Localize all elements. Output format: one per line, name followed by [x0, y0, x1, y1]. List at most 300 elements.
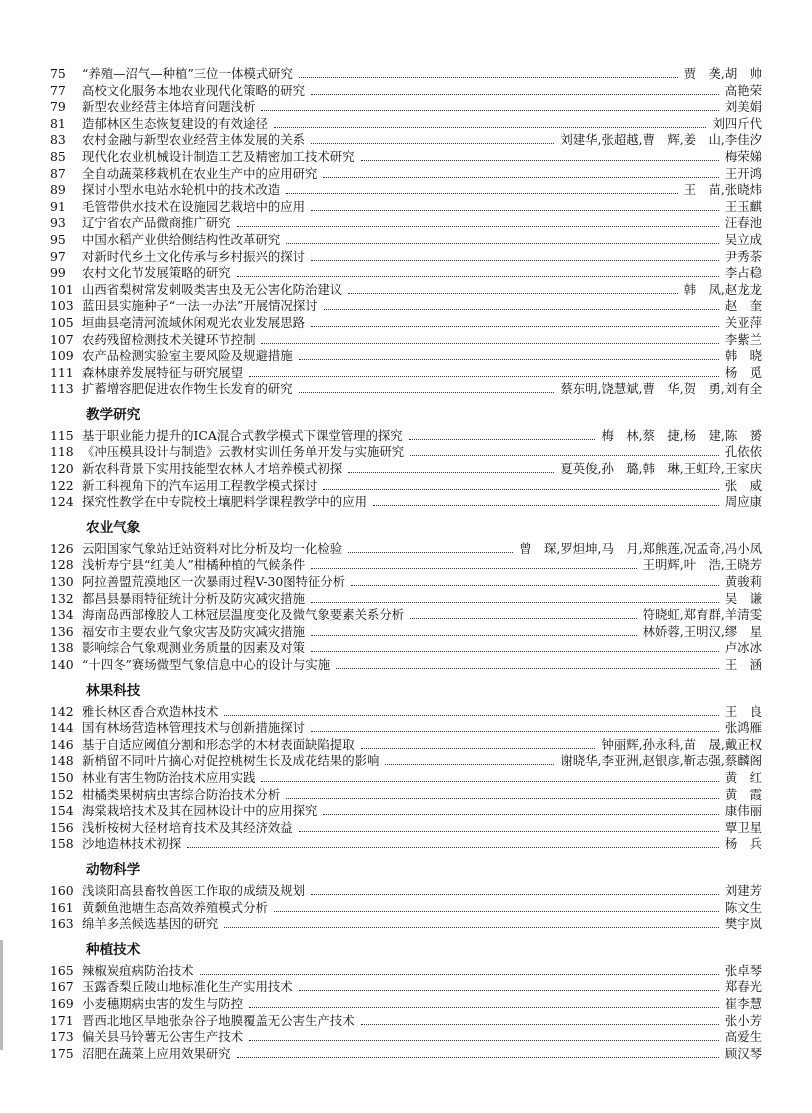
toc-entry: [0, 199, 812, 216]
article-author: 谢晓华,李亚洲,赵银彦,靳志强,蔡麟阁: [560, 753, 762, 769]
article-author: 尹秀荼: [724, 248, 762, 264]
toc-entry: [0, 574, 812, 591]
dot-leader: [311, 894, 719, 895]
page-number: 132: [50, 590, 74, 606]
toc-line: [82, 640, 762, 657]
dot-leader: [351, 585, 719, 586]
page-number: 124: [50, 494, 74, 510]
page-number: 101: [50, 281, 74, 297]
dot-leader: [410, 455, 719, 456]
dot-leader: [299, 77, 678, 78]
page-number: 126: [50, 540, 74, 556]
page-number: 85: [50, 148, 66, 164]
toc-line: [82, 916, 762, 933]
toc-line: [82, 770, 762, 787]
page-number: 113: [50, 381, 74, 397]
toc-line: [82, 996, 762, 1013]
toc-entry: [0, 1029, 812, 1046]
article-title: 探究性教学在中专院校土壤肥料学课程教学中的应用: [82, 494, 367, 510]
toc-entry: [0, 282, 812, 299]
article-title: 雅长林区香合欢造林技术: [82, 703, 219, 719]
toc-line: [82, 624, 762, 641]
dot-leader: [409, 439, 596, 440]
article-author: 王 涵: [724, 657, 762, 672]
article-author: 黄骏莉: [724, 574, 762, 590]
toc-line: [82, 116, 762, 133]
toc-line: [82, 199, 762, 216]
page-number: 158: [50, 836, 74, 852]
section-heading: 农业气象: [86, 519, 141, 536]
dot-leader: [200, 974, 719, 975]
toc-line: [82, 820, 762, 837]
article-author: 樊宇岚: [724, 916, 762, 932]
article-author: 郑春光: [724, 979, 762, 995]
article-title: 新工科视角下的汽车运用工程教学模式探讨: [82, 477, 318, 493]
article-title: 蓝田县实施种子“一法一办法”开展情况探讨: [82, 298, 318, 314]
page-number: 140: [50, 657, 74, 672]
dot-leader: [324, 309, 719, 310]
toc-entry: [0, 836, 812, 853]
article-author: 王玉麒: [724, 198, 762, 214]
toc-entry: [0, 444, 812, 461]
page-number: 134: [50, 607, 74, 623]
page-number: 136: [50, 623, 74, 639]
article-author: 张 威: [724, 477, 762, 493]
page-number: 144: [50, 720, 74, 736]
toc-entry: [0, 494, 812, 511]
article-title: 高校文化服务本地农业现代化策略的研究: [82, 82, 306, 98]
dot-leader: [261, 781, 718, 782]
article-author: 赵 奎: [724, 298, 762, 314]
toc-entry: [0, 365, 812, 382]
page-number: 160: [50, 882, 74, 898]
article-author: 贾 䶮,胡 帅: [683, 66, 762, 81]
article-title: 福安市主要农业气象灾害及防灾减灾措施: [82, 623, 306, 639]
page-number: 109: [50, 348, 74, 364]
page-number: 118: [50, 444, 74, 460]
dot-leader: [311, 568, 636, 569]
page-number: 150: [50, 769, 74, 785]
article-title: 新型农业经营主体培育问题浅析: [82, 99, 256, 115]
dot-leader: [311, 210, 719, 211]
page-number: 115: [50, 427, 74, 443]
dot-leader: [348, 293, 678, 294]
dot-leader: [299, 831, 719, 832]
section-heading: 动物科学: [86, 861, 141, 878]
dot-leader: [323, 177, 718, 178]
toc-entry: [0, 182, 812, 199]
page-number: 79: [50, 99, 66, 115]
page-number: 175: [50, 1045, 74, 1061]
toc-line: [82, 381, 762, 398]
toc-line: [82, 149, 762, 166]
toc-entry: [0, 657, 812, 674]
dot-leader: [274, 911, 719, 912]
toc-line: [82, 66, 762, 83]
toc-entry: [0, 132, 812, 149]
article-author: 林娇蓉,王明汉,缪 星: [642, 623, 762, 639]
dot-leader: [261, 110, 718, 111]
article-title: 山西省梨树常发刺吸类害虫及无公害化防治建议: [82, 281, 343, 297]
toc-line: [82, 99, 762, 116]
page-number: 130: [50, 574, 74, 590]
toc-line: [82, 365, 762, 382]
toc-line: [82, 282, 762, 299]
article-title: 沼肥在蔬菜上应用效果研究: [82, 1045, 231, 1061]
toc-line: [82, 444, 762, 461]
page-number: 142: [50, 703, 74, 719]
toc-line: [82, 478, 762, 495]
article-author: 张卓琴: [724, 962, 762, 978]
dot-leader: [311, 143, 554, 144]
article-author: 刘建华,张超越,曹 辉,姜 山,李佳汐: [560, 132, 762, 148]
section-heading: 教学研究: [86, 406, 141, 423]
toc-line: [82, 557, 762, 574]
toc-entry: [0, 720, 812, 737]
page-number: 171: [50, 1012, 74, 1028]
article-author: 曾 琛,罗炟坤,马 月,郑熊莲,况孟奇,冯小凤: [519, 540, 762, 556]
page-number: 128: [50, 557, 74, 573]
dot-leader: [311, 635, 637, 636]
dot-leader: [311, 94, 719, 95]
toc-line: [82, 182, 762, 199]
article-title: 小麦穗期病虫害的发生与防控: [82, 995, 244, 1011]
article-title: 森林康养发展特征与研究展望: [82, 364, 244, 380]
article-author: 黄 红: [724, 769, 762, 785]
toc-entry: [0, 265, 812, 282]
page-number: 107: [50, 331, 74, 347]
toc-entry: [0, 99, 812, 116]
dot-leader: [361, 748, 596, 749]
toc-entry: [0, 428, 812, 445]
section-heading: 林果科技: [86, 682, 141, 699]
toc-entry: [0, 381, 812, 398]
toc-line: [82, 1046, 762, 1063]
article-author: 陈文生: [724, 899, 762, 915]
article-title: 玉露香梨丘陵山地标准化生产实用技术: [82, 979, 293, 995]
article-title: 沙地造林技术初探: [82, 836, 182, 852]
toc-line: [82, 348, 762, 365]
page-edge-shadow: [0, 940, 3, 1050]
article-author: 黄 霞: [724, 786, 762, 802]
article-author: 钟丽辉,孙永科,苗 晟,戴正权: [601, 736, 762, 752]
page-number: 77: [50, 82, 66, 98]
page-number: 83: [50, 132, 66, 148]
article-title: 中国水稻产业供给侧结构性改革研究: [82, 231, 281, 247]
toc-line: [82, 737, 762, 754]
article-title: 探讨小型水电站水轮机中的技术改造: [82, 182, 281, 198]
page-number: 95: [50, 231, 66, 247]
dot-leader: [261, 343, 718, 344]
article-author: 王 苗,张晓炜: [683, 182, 762, 198]
dot-leader: [286, 193, 677, 194]
article-title: 黄颡鱼池塘生态高效养殖模式分析: [82, 899, 268, 915]
toc-line: [82, 215, 762, 232]
article-title: 全自动蔬菜移栽机在农业生产中的应用研究: [82, 165, 318, 181]
page-number: 169: [50, 995, 74, 1011]
article-title: 农村文化节发展策略的研究: [82, 265, 231, 281]
article-title: 偏关县马铃薯无公害生产技术: [82, 1029, 244, 1045]
toc-entry: [0, 332, 812, 349]
toc-line: [82, 332, 762, 349]
page-number: 173: [50, 1029, 74, 1045]
toc-entry: [0, 478, 812, 495]
article-title: “十四冬”赛场微型气象信息中心的设计与实施: [82, 657, 331, 672]
article-title: 基于自适应阈值分割和形态学的木材表面缺陷提取: [82, 736, 355, 752]
article-author: 高爱生: [724, 1029, 762, 1045]
dot-leader: [336, 668, 719, 669]
dot-leader: [299, 990, 719, 991]
toc-line: [82, 591, 762, 608]
dot-leader: [224, 715, 719, 716]
article-author: 杨 觅: [724, 364, 762, 380]
toc-line: [82, 541, 762, 558]
toc-line: [82, 979, 762, 996]
toc-entry: [0, 963, 812, 980]
article-title: 毛管带供水技术在设施园艺栽培中的应用: [82, 198, 306, 214]
toc-line: [82, 657, 762, 674]
toc-line: [82, 315, 762, 332]
page-number: 91: [50, 198, 66, 214]
toc-line: [82, 1029, 762, 1046]
page-number: 81: [50, 115, 66, 131]
dot-leader: [286, 243, 719, 244]
dot-leader: [274, 127, 707, 128]
toc-entry: [0, 298, 812, 315]
toc-entry: [0, 315, 812, 332]
article-title: 扩蓄增容肥促进农作物生长发育的研究: [82, 381, 293, 397]
article-title: 都昌县暴雨特征统计分析及防灾减灾措施: [82, 590, 306, 606]
dot-leader: [249, 1040, 719, 1041]
dot-leader: [187, 847, 719, 848]
article-author: 王明辉,叶 浩,王晓芳: [642, 557, 762, 573]
article-author: 王开鸿: [724, 165, 762, 181]
article-author: 卢冰冰: [724, 640, 762, 656]
article-title: 林业有害生物防治技术应用实践: [82, 769, 256, 785]
dot-leader: [373, 505, 719, 506]
article-title: 垣曲县亳清河流域休闲观光农业发展思路: [82, 314, 306, 330]
toc-entry: [0, 348, 812, 365]
article-title: 国有林场营造林管理技术与创新措施探讨: [82, 720, 306, 736]
article-title: 基于职业能力提升的ICA混合式教学模式下课堂管理的探究: [82, 427, 403, 443]
article-author: 周应康: [724, 494, 762, 510]
toc-line: [82, 265, 762, 282]
toc-line: [82, 720, 762, 737]
dot-leader: [311, 731, 719, 732]
dot-leader: [348, 552, 513, 553]
article-title: 阿拉善盟荒漠地区一次暴雨过程V-30图特征分析: [82, 574, 346, 590]
page-number: 163: [50, 916, 74, 932]
toc-entry: [0, 83, 812, 100]
page-number: 87: [50, 165, 66, 181]
toc-entry: [0, 820, 812, 837]
toc-entry: [0, 166, 812, 183]
toc-entry: [0, 541, 812, 558]
page-number: 167: [50, 979, 74, 995]
article-title: 浅析寿宁县“红美人”柑橘种植的气候条件: [82, 557, 306, 573]
toc-line: [82, 461, 762, 478]
article-author: 刘四斤代: [712, 115, 762, 131]
page-number: 148: [50, 753, 74, 769]
article-author: 杨 兵: [724, 836, 762, 852]
page-number: 154: [50, 803, 74, 819]
article-author: 吴立成: [724, 231, 762, 247]
toc-entry: [0, 215, 812, 232]
toc-entry: [0, 232, 812, 249]
page-number: 105: [50, 314, 74, 330]
dot-leader: [237, 1057, 719, 1058]
toc-entry: [0, 607, 812, 624]
toc-entry: [0, 149, 812, 166]
dot-leader: [237, 226, 719, 227]
toc-entry: [0, 803, 812, 820]
toc-line: [82, 607, 762, 624]
dot-leader: [385, 764, 554, 765]
article-title: 新农科背景下实用技能型农林人才培养模式初探: [82, 461, 343, 477]
dot-leader: [361, 160, 719, 161]
article-author: 梅 林,蔡 捷,杨 建,陈 赟: [601, 427, 762, 443]
article-title: 浅析桉树大径材培育技术及其经济效益: [82, 819, 293, 835]
toc-line: [82, 249, 762, 266]
toc-entry: [0, 591, 812, 608]
dot-leader: [311, 602, 719, 603]
dot-leader: [249, 376, 719, 377]
toc-line: [82, 836, 762, 853]
article-title: 新梢留不同叶片摘心对促控桃树生长及成花结果的影响: [82, 753, 380, 769]
toc-entry: [0, 900, 812, 917]
toc-entry: [0, 557, 812, 574]
toc-entry: [0, 996, 812, 1013]
page-number: 99: [50, 265, 66, 281]
dot-leader: [410, 618, 636, 619]
toc-entry: [0, 1046, 812, 1063]
article-author: 顾汉琴: [724, 1045, 762, 1061]
toc-line: [82, 883, 762, 900]
article-author: 崔李慧: [724, 995, 762, 1011]
article-title: 农药残留检测技术关键环节控制: [82, 331, 256, 347]
toc-entry: [0, 461, 812, 478]
article-title: 农产品检测实验室主要风险及规避措施: [82, 348, 293, 364]
article-author: 吴 谦: [724, 590, 762, 606]
article-title: 浅谈阳高县畜牧兽医工作取的成绩及规划: [82, 882, 306, 898]
dot-leader: [323, 814, 718, 815]
article-author: 夏英俊,孙 璐,韩 琳,王虹玲,王家庆: [560, 461, 762, 477]
article-author: 张小芳: [724, 1012, 762, 1028]
article-author: 王 良: [724, 703, 762, 719]
dot-leader: [286, 798, 719, 799]
article-title: “养殖—沼气—种植”三位一体模式研究: [82, 66, 293, 81]
toc-line: [82, 900, 762, 917]
toc-entry: [0, 753, 812, 770]
toc-line: [82, 753, 762, 770]
toc-line: [82, 803, 762, 820]
article-title: 云阳国家气象站迁站资料对比分析及均一化检验: [82, 540, 343, 556]
page-number: 89: [50, 182, 66, 198]
toc-line: [82, 166, 762, 183]
article-title: 对新时代乡土文化传承与乡村振兴的探讨: [82, 248, 306, 264]
toc-entry: [0, 624, 812, 641]
article-author: 覃卫星: [724, 819, 762, 835]
toc-line: [82, 298, 762, 315]
toc-entry: [0, 883, 812, 900]
toc-entry: [0, 249, 812, 266]
toc-line: [82, 83, 762, 100]
article-author: 李占稳: [724, 265, 762, 281]
article-title: 辽宁省农产品微商推广研究: [82, 215, 231, 231]
article-author: 高艳荣: [724, 82, 762, 98]
toc-entry: [0, 916, 812, 933]
article-author: 李紫兰: [724, 331, 762, 347]
toc-line: [82, 704, 762, 721]
dot-leader: [237, 276, 719, 277]
table-of-contents: [0, 66, 812, 1062]
dot-leader: [311, 651, 719, 652]
article-author: 符晓虹,郑育群,羊清雯: [642, 607, 762, 623]
toc-entry: [0, 640, 812, 657]
page-number: 161: [50, 899, 74, 915]
toc-entry: [0, 66, 812, 83]
dot-leader: [323, 489, 718, 490]
toc-line: [82, 232, 762, 249]
toc-line: [82, 574, 762, 591]
article-author: 韩 晓: [724, 348, 762, 364]
article-title: 造郁林区生态恢复建设的有效途径: [82, 115, 268, 131]
article-title: 《冲压模具设计与制造》云教材实训任务单开发与实施研究: [82, 444, 405, 460]
page-number: 138: [50, 640, 74, 656]
toc-entry: [0, 979, 812, 996]
article-title: 海棠栽培技术及其在园林设计中的应用探究: [82, 803, 318, 819]
page-number: 93: [50, 215, 66, 231]
article-author: 韩 凤,赵龙龙: [683, 281, 762, 297]
dot-leader: [224, 927, 719, 928]
toc-line: [82, 787, 762, 804]
article-title: 绵羊多羔候选基因的研究: [82, 916, 219, 932]
dot-leader: [311, 326, 719, 327]
article-author: 刘美娟: [724, 99, 762, 115]
article-title: 海南岛西部橡胶人工林冠层温度变化及微气象要素关系分析: [82, 607, 405, 623]
toc-line: [82, 963, 762, 980]
page-number: 122: [50, 477, 74, 493]
article-author: 张鸿雁: [724, 720, 762, 736]
toc-line: [82, 1013, 762, 1030]
toc-entry: [0, 787, 812, 804]
page-number: 152: [50, 786, 74, 802]
dot-leader: [348, 472, 554, 473]
page-number: 146: [50, 736, 74, 752]
toc-entry: [0, 704, 812, 721]
page-number: 156: [50, 819, 74, 835]
article-title: 影响综合气象观测业务质量的因素及对策: [82, 640, 306, 656]
page-number: 103: [50, 298, 74, 314]
article-author: 刘建芳: [724, 882, 762, 898]
dot-leader: [299, 392, 555, 393]
page-number: 165: [50, 962, 74, 978]
dot-leader: [311, 260, 719, 261]
page-number: 120: [50, 461, 74, 477]
article-author: 梅荣娣: [724, 148, 762, 164]
toc-line: [82, 132, 762, 149]
article-author: 康伟丽: [724, 803, 762, 819]
article-title: 农村金融与新型农业经营主体发展的关系: [82, 132, 306, 148]
article-title: 柑橘类果树病虫害综合防治技术分析: [82, 786, 281, 802]
article-author: 汪春池: [724, 215, 762, 231]
page-number: 111: [50, 364, 74, 380]
section-heading: 种植技术: [86, 941, 141, 958]
page-number: 97: [50, 248, 66, 264]
article-author: 关亚萍: [724, 314, 762, 330]
toc-entry: [0, 770, 812, 787]
dot-leader: [249, 1007, 719, 1008]
